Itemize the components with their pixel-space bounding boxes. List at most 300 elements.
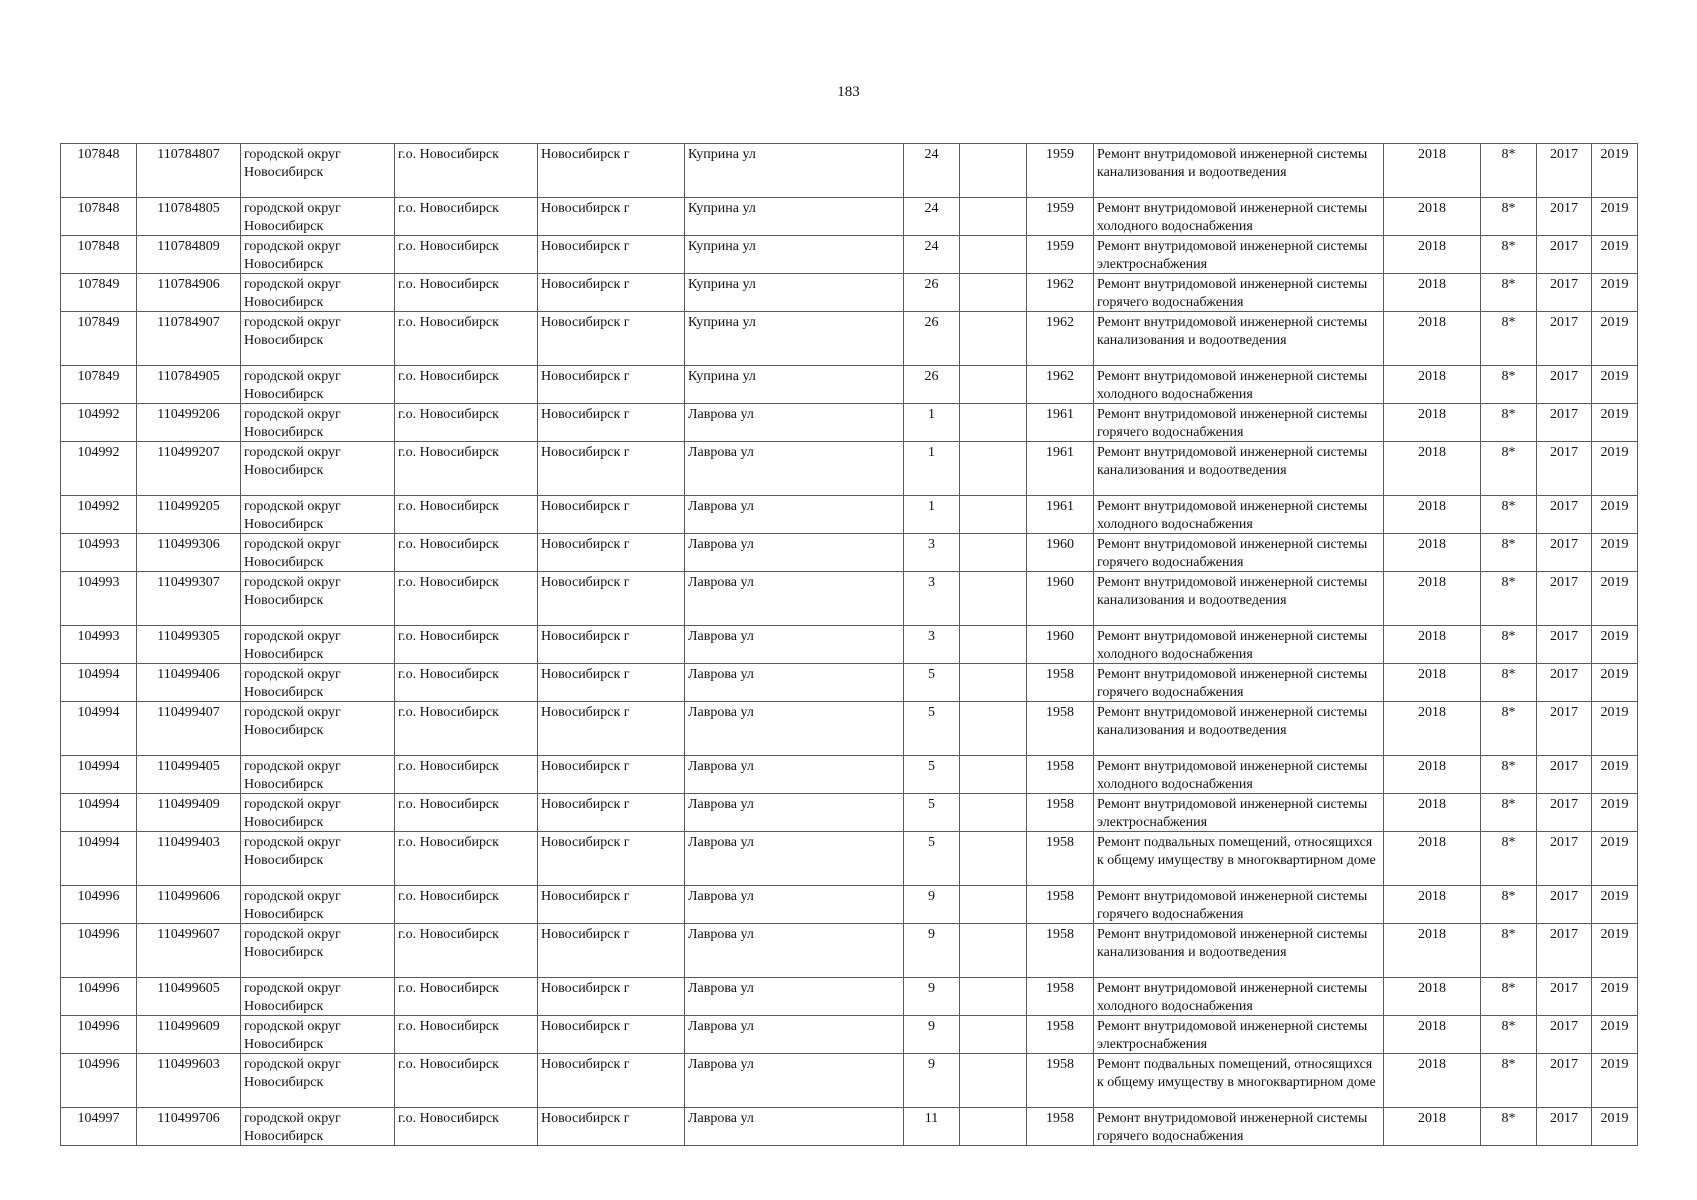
locality-cell: Новосибирск г — [538, 886, 685, 924]
end-year-cell: 2019 — [1592, 496, 1638, 534]
planned-year-cell: 2018 — [1384, 534, 1481, 572]
table-row — [61, 1108, 1638, 1146]
code-cell: 8* — [1481, 664, 1537, 702]
street-cell: Лаврова ул — [685, 572, 904, 626]
construction-year-cell: 1958 — [1027, 978, 1094, 1016]
work-type-cell: Ремонт внутридомовой инженерной системы электроснабжения — [1094, 236, 1384, 274]
house-number-cell: 3 — [904, 534, 960, 572]
locality-cell: Новосибирск г — [538, 366, 685, 404]
code-cell: 8* — [1481, 1016, 1537, 1054]
start-year-cell: 2017 — [1537, 572, 1592, 626]
street-cell: Куприна ул — [685, 144, 904, 198]
construction-year-cell: 1958 — [1027, 664, 1094, 702]
code-cell: 8* — [1481, 312, 1537, 366]
district-cell: г.о. Новосибирск — [395, 664, 538, 702]
building-cell — [960, 198, 1027, 236]
building-cell — [960, 886, 1027, 924]
planned-year-cell: 2018 — [1384, 144, 1481, 198]
page-number: 183 — [837, 84, 860, 100]
district-cell: г.о. Новосибирск — [395, 366, 538, 404]
municipality-cell: городской округ Новосибирск — [241, 1016, 395, 1054]
municipality-cell: городской округ Новосибирск — [241, 366, 395, 404]
end-year-cell: 2019 — [1592, 236, 1638, 274]
table-row — [61, 274, 1638, 312]
end-year-cell: 2019 — [1592, 832, 1638, 886]
code-cell: 8* — [1481, 886, 1537, 924]
code-cell: 8* — [1481, 1108, 1537, 1146]
work-id-cell: 110784907 — [137, 312, 241, 366]
planned-year-cell: 2018 — [1384, 756, 1481, 794]
work-type-cell: Ремонт внутридомовой инженерной системы канализования и водоотведения — [1094, 572, 1384, 626]
municipality-cell: городской округ Новосибирск — [241, 832, 395, 886]
work-id-cell: 110499409 — [137, 794, 241, 832]
street-cell: Лаврова ул — [685, 756, 904, 794]
work-id-cell: 110499307 — [137, 572, 241, 626]
planned-year-cell: 2018 — [1384, 1016, 1481, 1054]
house-number-cell: 26 — [904, 312, 960, 366]
planned-year-cell: 2018 — [1384, 312, 1481, 366]
district-cell: г.о. Новосибирск — [395, 404, 538, 442]
table-row — [61, 442, 1638, 496]
street-cell: Лаврова ул — [685, 978, 904, 1016]
house-id-cell: 104996 — [61, 1016, 137, 1054]
code-cell: 8* — [1481, 572, 1537, 626]
building-cell — [960, 924, 1027, 978]
table-row — [61, 1054, 1638, 1108]
house-id-cell: 104996 — [61, 886, 137, 924]
construction-year-cell: 1958 — [1027, 1054, 1094, 1108]
locality-cell: Новосибирск г — [538, 1016, 685, 1054]
start-year-cell: 2017 — [1537, 756, 1592, 794]
locality-cell: Новосибирск г — [538, 664, 685, 702]
house-id-cell: 104994 — [61, 832, 137, 886]
planned-year-cell: 2018 — [1384, 1054, 1481, 1108]
table-row — [61, 1016, 1638, 1054]
table-row — [61, 144, 1638, 198]
construction-year-cell: 1958 — [1027, 1108, 1094, 1146]
district-cell: г.о. Новосибирск — [395, 702, 538, 756]
locality-cell: Новосибирск г — [538, 832, 685, 886]
street-cell: Лаврова ул — [685, 794, 904, 832]
construction-year-cell: 1958 — [1027, 1016, 1094, 1054]
work-id-cell: 110499603 — [137, 1054, 241, 1108]
district-cell: г.о. Новосибирск — [395, 274, 538, 312]
work-type-cell: Ремонт внутридомовой инженерной системы горячего водоснабжения — [1094, 404, 1384, 442]
house-number-cell: 5 — [904, 756, 960, 794]
house-number-cell: 26 — [904, 366, 960, 404]
work-id-cell: 110784807 — [137, 144, 241, 198]
district-cell: г.о. Новосибирск — [395, 978, 538, 1016]
municipality-cell: городской округ Новосибирск — [241, 1108, 395, 1146]
work-id-cell: 110499207 — [137, 442, 241, 496]
planned-year-cell: 2018 — [1384, 664, 1481, 702]
work-id-cell: 110499403 — [137, 832, 241, 886]
building-cell — [960, 572, 1027, 626]
house-id-cell: 107849 — [61, 274, 137, 312]
house-number-cell: 9 — [904, 886, 960, 924]
construction-year-cell: 1961 — [1027, 404, 1094, 442]
code-cell: 8* — [1481, 442, 1537, 496]
start-year-cell: 2017 — [1537, 144, 1592, 198]
code-cell: 8* — [1481, 496, 1537, 534]
district-cell: г.о. Новосибирск — [395, 442, 538, 496]
code-cell: 8* — [1481, 978, 1537, 1016]
construction-year-cell: 1962 — [1027, 312, 1094, 366]
work-id-cell: 110784809 — [137, 236, 241, 274]
planned-year-cell: 2018 — [1384, 366, 1481, 404]
district-cell: г.о. Новосибирск — [395, 1016, 538, 1054]
municipality-cell: городской округ Новосибирск — [241, 978, 395, 1016]
table-row — [61, 924, 1638, 978]
municipality-cell: городской округ Новосибирск — [241, 572, 395, 626]
building-cell — [960, 496, 1027, 534]
code-cell: 8* — [1481, 1054, 1537, 1108]
street-cell: Лаврова ул — [685, 404, 904, 442]
house-number-cell: 9 — [904, 1016, 960, 1054]
municipality-cell: городской округ Новосибирск — [241, 312, 395, 366]
start-year-cell: 2017 — [1537, 702, 1592, 756]
planned-year-cell: 2018 — [1384, 886, 1481, 924]
end-year-cell: 2019 — [1592, 1016, 1638, 1054]
start-year-cell: 2017 — [1537, 404, 1592, 442]
planned-year-cell: 2018 — [1384, 442, 1481, 496]
planned-year-cell: 2018 — [1384, 404, 1481, 442]
work-type-cell: Ремонт внутридомовой инженерной системы канализования и водоотведения — [1094, 924, 1384, 978]
work-id-cell: 110499407 — [137, 702, 241, 756]
start-year-cell: 2017 — [1537, 1016, 1592, 1054]
planned-year-cell: 2018 — [1384, 274, 1481, 312]
building-cell — [960, 626, 1027, 664]
house-id-cell: 104993 — [61, 626, 137, 664]
building-cell — [960, 1016, 1027, 1054]
locality-cell: Новосибирск г — [538, 496, 685, 534]
construction-year-cell: 1958 — [1027, 702, 1094, 756]
municipality-cell: городской округ Новосибирск — [241, 274, 395, 312]
planned-year-cell: 2018 — [1384, 198, 1481, 236]
building-cell — [960, 1054, 1027, 1108]
work-type-cell: Ремонт внутридомовой инженерной системы холодного водоснабжения — [1094, 496, 1384, 534]
house-id-cell: 104992 — [61, 442, 137, 496]
house-number-cell: 3 — [904, 626, 960, 664]
house-id-cell: 107848 — [61, 198, 137, 236]
work-type-cell: Ремонт внутридомовой инженерной системы канализования и водоотведения — [1094, 702, 1384, 756]
code-cell: 8* — [1481, 626, 1537, 664]
municipality-cell: городской округ Новосибирск — [241, 404, 395, 442]
start-year-cell: 2017 — [1537, 1108, 1592, 1146]
district-cell: г.о. Новосибирск — [395, 312, 538, 366]
start-year-cell: 2017 — [1537, 236, 1592, 274]
street-cell: Лаврова ул — [685, 924, 904, 978]
work-type-cell: Ремонт подвальных помещений, относящихся к общему имуществу в многоквартирном доме — [1094, 832, 1384, 886]
locality-cell: Новосибирск г — [538, 404, 685, 442]
locality-cell: Новосибирск г — [538, 626, 685, 664]
start-year-cell: 2017 — [1537, 924, 1592, 978]
work-type-cell: Ремонт подвальных помещений, относящихся к общему имуществу в многоквартирном доме — [1094, 1054, 1384, 1108]
house-id-cell: 104992 — [61, 404, 137, 442]
construction-year-cell: 1959 — [1027, 236, 1094, 274]
district-cell: г.о. Новосибирск — [395, 886, 538, 924]
planned-year-cell: 2018 — [1384, 626, 1481, 664]
planned-year-cell: 2018 — [1384, 572, 1481, 626]
end-year-cell: 2019 — [1592, 572, 1638, 626]
building-cell — [960, 978, 1027, 1016]
municipality-cell: городской округ Новосибирск — [241, 702, 395, 756]
work-type-cell: Ремонт внутридомовой инженерной системы холодного водоснабжения — [1094, 978, 1384, 1016]
house-id-cell: 104993 — [61, 534, 137, 572]
locality-cell: Новосибирск г — [538, 442, 685, 496]
municipality-cell: городской округ Новосибирск — [241, 794, 395, 832]
code-cell: 8* — [1481, 144, 1537, 198]
house-id-cell: 107849 — [61, 312, 137, 366]
end-year-cell: 2019 — [1592, 924, 1638, 978]
work-type-cell: Ремонт внутридомовой инженерной системы холодного водоснабжения — [1094, 626, 1384, 664]
construction-year-cell: 1958 — [1027, 924, 1094, 978]
work-type-cell: Ремонт внутридомовой инженерной системы канализования и водоотведения — [1094, 442, 1384, 496]
work-id-cell: 110784805 — [137, 198, 241, 236]
planned-year-cell: 2018 — [1384, 702, 1481, 756]
table-row — [61, 978, 1638, 1016]
district-cell: г.о. Новосибирск — [395, 496, 538, 534]
building-cell — [960, 442, 1027, 496]
work-type-cell: Ремонт внутридомовой инженерной системы горячего водоснабжения — [1094, 886, 1384, 924]
work-type-cell: Ремонт внутридомовой инженерной системы горячего водоснабжения — [1094, 1108, 1384, 1146]
work-id-cell: 110499306 — [137, 534, 241, 572]
house-number-cell: 26 — [904, 274, 960, 312]
table-row — [61, 886, 1638, 924]
code-cell: 8* — [1481, 534, 1537, 572]
building-cell — [960, 366, 1027, 404]
end-year-cell: 2019 — [1592, 626, 1638, 664]
work-id-cell: 110499406 — [137, 664, 241, 702]
locality-cell: Новосибирск г — [538, 924, 685, 978]
street-cell: Куприна ул — [685, 312, 904, 366]
work-type-cell: Ремонт внутридомовой инженерной системы горячего водоснабжения — [1094, 274, 1384, 312]
house-id-cell: 107849 — [61, 366, 137, 404]
work-type-cell: Ремонт внутридомовой инженерной системы холодного водоснабжения — [1094, 198, 1384, 236]
end-year-cell: 2019 — [1592, 404, 1638, 442]
end-year-cell: 2019 — [1592, 664, 1638, 702]
code-cell: 8* — [1481, 924, 1537, 978]
district-cell: г.о. Новосибирск — [395, 198, 538, 236]
end-year-cell: 2019 — [1592, 1108, 1638, 1146]
planned-year-cell: 2018 — [1384, 978, 1481, 1016]
building-cell — [960, 534, 1027, 572]
start-year-cell: 2017 — [1537, 496, 1592, 534]
table-row — [61, 534, 1638, 572]
planned-year-cell: 2018 — [1384, 794, 1481, 832]
construction-year-cell: 1958 — [1027, 832, 1094, 886]
table-row — [61, 832, 1638, 886]
building-cell — [960, 274, 1027, 312]
locality-cell: Новосибирск г — [538, 978, 685, 1016]
work-id-cell: 110499405 — [137, 756, 241, 794]
district-cell: г.о. Новосибирск — [395, 534, 538, 572]
code-cell: 8* — [1481, 702, 1537, 756]
locality-cell: Новосибирск г — [538, 756, 685, 794]
work-id-cell: 110499607 — [137, 924, 241, 978]
end-year-cell: 2019 — [1592, 274, 1638, 312]
house-id-cell: 104994 — [61, 702, 137, 756]
municipality-cell: городской округ Новосибирск — [241, 198, 395, 236]
table-row — [61, 702, 1638, 756]
street-cell: Лаврова ул — [685, 1054, 904, 1108]
street-cell: Лаврова ул — [685, 534, 904, 572]
table-row — [61, 572, 1638, 626]
work-id-cell: 110499706 — [137, 1108, 241, 1146]
street-cell: Куприна ул — [685, 274, 904, 312]
code-cell: 8* — [1481, 274, 1537, 312]
registry-table — [60, 143, 1638, 1146]
street-cell: Куприна ул — [685, 198, 904, 236]
street-cell: Лаврова ул — [685, 1108, 904, 1146]
building-cell — [960, 664, 1027, 702]
house-id-cell: 104994 — [61, 794, 137, 832]
house-id-cell: 104996 — [61, 1054, 137, 1108]
municipality-cell: городской округ Новосибирск — [241, 236, 395, 274]
construction-year-cell: 1961 — [1027, 496, 1094, 534]
house-number-cell: 1 — [904, 404, 960, 442]
street-cell: Лаврова ул — [685, 886, 904, 924]
code-cell: 8* — [1481, 198, 1537, 236]
house-id-cell: 107848 — [61, 144, 137, 198]
start-year-cell: 2017 — [1537, 886, 1592, 924]
work-id-cell: 110499206 — [137, 404, 241, 442]
street-cell: Куприна ул — [685, 236, 904, 274]
end-year-cell: 2019 — [1592, 312, 1638, 366]
construction-year-cell: 1960 — [1027, 534, 1094, 572]
house-number-cell: 5 — [904, 832, 960, 886]
house-number-cell: 24 — [904, 198, 960, 236]
end-year-cell: 2019 — [1592, 756, 1638, 794]
district-cell: г.о. Новосибирск — [395, 572, 538, 626]
work-type-cell: Ремонт внутридомовой инженерной системы холодного водоснабжения — [1094, 756, 1384, 794]
code-cell: 8* — [1481, 366, 1537, 404]
table-row — [61, 366, 1638, 404]
code-cell: 8* — [1481, 404, 1537, 442]
district-cell: г.о. Новосибирск — [395, 1054, 538, 1108]
work-type-cell: Ремонт внутридомовой инженерной системы холодного водоснабжения — [1094, 366, 1384, 404]
table-row — [61, 198, 1638, 236]
district-cell: г.о. Новосибирск — [395, 756, 538, 794]
locality-cell: Новосибирск г — [538, 702, 685, 756]
start-year-cell: 2017 — [1537, 442, 1592, 496]
district-cell: г.о. Новосибирск — [395, 794, 538, 832]
building-cell — [960, 312, 1027, 366]
house-id-cell: 107848 — [61, 236, 137, 274]
start-year-cell: 2017 — [1537, 664, 1592, 702]
work-type-cell: Ремонт внутридомовой инженерной системы электроснабжения — [1094, 1016, 1384, 1054]
code-cell: 8* — [1481, 832, 1537, 886]
work-type-cell: Ремонт внутридомовой инженерной системы горячего водоснабжения — [1094, 664, 1384, 702]
municipality-cell: городской округ Новосибирск — [241, 144, 395, 198]
table-row — [61, 664, 1638, 702]
end-year-cell: 2019 — [1592, 144, 1638, 198]
planned-year-cell: 2018 — [1384, 236, 1481, 274]
street-cell: Куприна ул — [685, 366, 904, 404]
end-year-cell: 2019 — [1592, 794, 1638, 832]
municipality-cell: городской округ Новосибирск — [241, 442, 395, 496]
locality-cell: Новосибирск г — [538, 198, 685, 236]
code-cell: 8* — [1481, 236, 1537, 274]
planned-year-cell: 2018 — [1384, 832, 1481, 886]
construction-year-cell: 1958 — [1027, 794, 1094, 832]
work-id-cell: 110499205 — [137, 496, 241, 534]
start-year-cell: 2017 — [1537, 978, 1592, 1016]
house-id-cell: 104994 — [61, 664, 137, 702]
building-cell — [960, 1108, 1027, 1146]
district-cell: г.о. Новосибирск — [395, 1108, 538, 1146]
locality-cell: Новосибирск г — [538, 794, 685, 832]
municipality-cell: городской округ Новосибирск — [241, 626, 395, 664]
house-number-cell: 24 — [904, 144, 960, 198]
construction-year-cell: 1958 — [1027, 756, 1094, 794]
work-type-cell: Ремонт внутридомовой инженерной системы канализования и водоотведения — [1094, 144, 1384, 198]
construction-year-cell: 1962 — [1027, 366, 1094, 404]
district-cell: г.о. Новосибирск — [395, 924, 538, 978]
building-cell — [960, 756, 1027, 794]
locality-cell: Новосибирск г — [538, 534, 685, 572]
work-type-cell: Ремонт внутридомовой инженерной системы канализования и водоотведения — [1094, 312, 1384, 366]
house-number-cell: 3 — [904, 572, 960, 626]
end-year-cell: 2019 — [1592, 978, 1638, 1016]
end-year-cell: 2019 — [1592, 442, 1638, 496]
construction-year-cell: 1959 — [1027, 198, 1094, 236]
street-cell: Лаврова ул — [685, 832, 904, 886]
work-id-cell: 110499605 — [137, 978, 241, 1016]
table-row — [61, 496, 1638, 534]
locality-cell: Новосибирск г — [538, 144, 685, 198]
building-cell — [960, 832, 1027, 886]
table-row — [61, 756, 1638, 794]
district-cell: г.о. Новосибирск — [395, 144, 538, 198]
construction-year-cell: 1958 — [1027, 886, 1094, 924]
house-number-cell: 9 — [904, 1054, 960, 1108]
house-id-cell: 104997 — [61, 1108, 137, 1146]
table-row — [61, 626, 1638, 664]
municipality-cell: городской округ Новосибирск — [241, 664, 395, 702]
work-id-cell: 110499609 — [137, 1016, 241, 1054]
house-number-cell: 5 — [904, 794, 960, 832]
end-year-cell: 2019 — [1592, 534, 1638, 572]
construction-year-cell: 1959 — [1027, 144, 1094, 198]
start-year-cell: 2017 — [1537, 626, 1592, 664]
house-number-cell: 5 — [904, 702, 960, 756]
municipality-cell: городской округ Новосибирск — [241, 756, 395, 794]
street-cell: Лаврова ул — [685, 626, 904, 664]
end-year-cell: 2019 — [1592, 198, 1638, 236]
municipality-cell: городской округ Новосибирск — [241, 1054, 395, 1108]
table-row — [61, 236, 1638, 274]
locality-cell: Новосибирск г — [538, 1108, 685, 1146]
code-cell: 8* — [1481, 794, 1537, 832]
planned-year-cell: 2018 — [1384, 924, 1481, 978]
street-cell: Лаврова ул — [685, 1016, 904, 1054]
building-cell — [960, 144, 1027, 198]
construction-year-cell: 1962 — [1027, 274, 1094, 312]
house-number-cell: 11 — [904, 1108, 960, 1146]
locality-cell: Новосибирск г — [538, 274, 685, 312]
building-cell — [960, 702, 1027, 756]
house-id-cell: 104994 — [61, 756, 137, 794]
district-cell: г.о. Новосибирск — [395, 626, 538, 664]
district-cell: г.о. Новосибирск — [395, 236, 538, 274]
municipality-cell: городской округ Новосибирск — [241, 496, 395, 534]
street-cell: Лаврова ул — [685, 702, 904, 756]
street-cell: Лаврова ул — [685, 442, 904, 496]
work-type-cell: Ремонт внутридомовой инженерной системы электроснабжения — [1094, 794, 1384, 832]
work-type-cell: Ремонт внутридомовой инженерной системы горячего водоснабжения — [1094, 534, 1384, 572]
start-year-cell: 2017 — [1537, 794, 1592, 832]
